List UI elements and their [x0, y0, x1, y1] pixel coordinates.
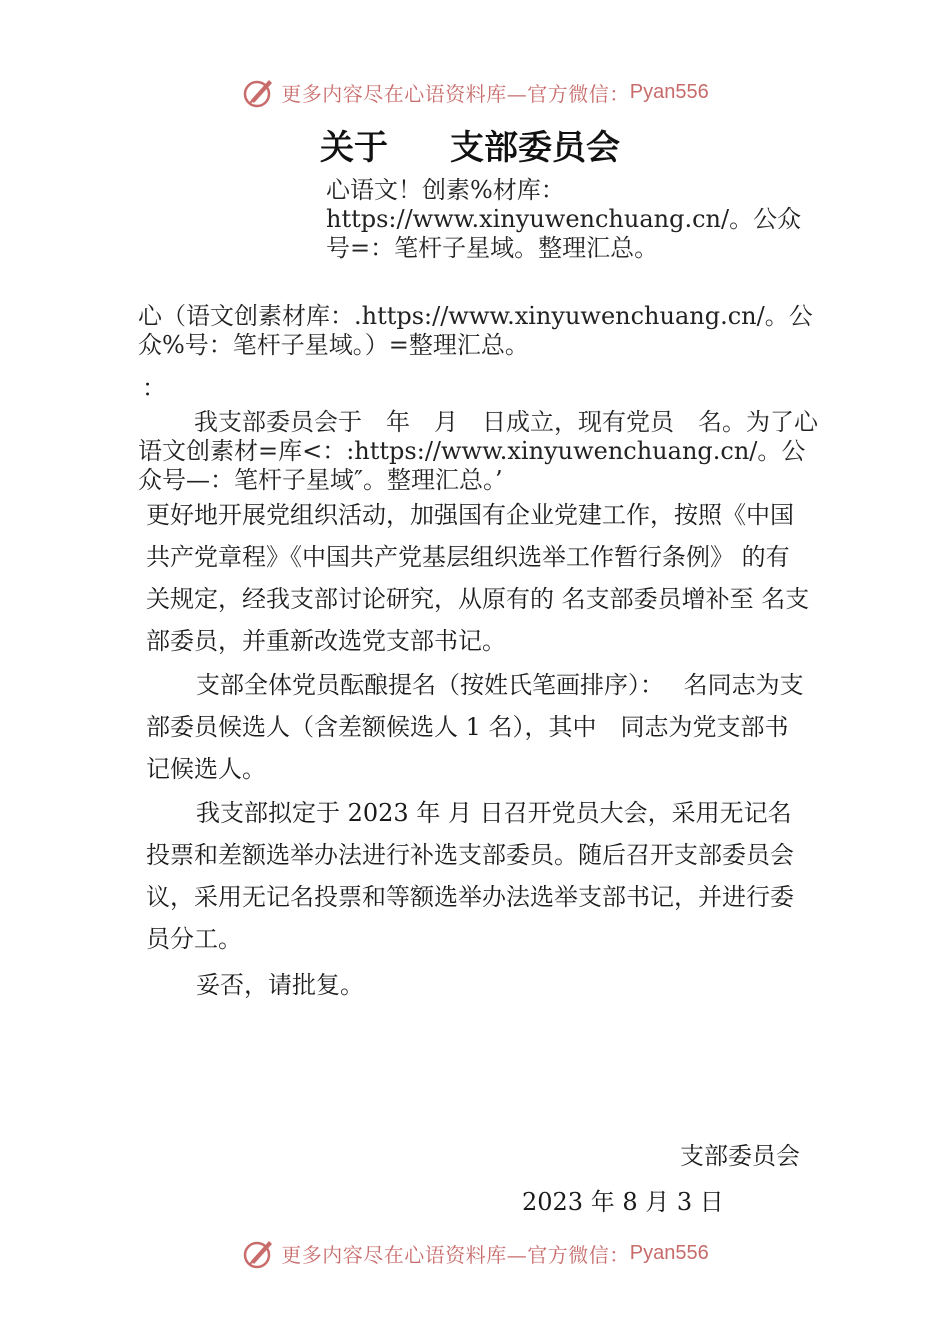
- banner-text: 更多内容尽在心语资料库—官方微信：: [281, 1242, 630, 1267]
- title-part1: 关于: [320, 128, 388, 168]
- paragraph-2-text: 支部全体党员酝酿提名（按姓氏笔画排序）： 名同志为支部委员候选人（含差额候选人 1 名），其中 同志为党支部书记候选人。: [146, 671, 804, 783]
- page-title: [320, 120, 720, 169]
- paragraph-4-text: 妥否，请批复。: [196, 971, 364, 999]
- paragraph-intro-text: 我支部委员会于 年 月 日成立，现有党员 名。为了心语文创素材=库<：:https://www.xinyuwenchuang.cn/。公众号—：笔杆子星域″。整理汇总。’: [138, 408, 818, 494]
- banner-text: 更多内容尽在心语资料库—官方微信：: [281, 81, 630, 106]
- watermark-note-1: 心语文！创素%材库：https://www.xinyuwenchuang.cn/。公众号=：笔杆子星域。整理汇总。: [326, 176, 802, 262]
- banner-handle: Pyan556: [629, 80, 709, 103]
- quill-pen-logo: [241, 74, 277, 110]
- salutation-colon: ：: [142, 374, 166, 402]
- date: 2023 年 8 月 3 日: [522, 1188, 724, 1216]
- paragraph-intro: [138, 408, 818, 495]
- top-banner: [0, 72, 950, 112]
- paragraph-2: [146, 664, 810, 790]
- paragraph-1: 更好地开展党组织活动，加强国有企业党建工作，按照《中国共产党章程》《中国共产党基层组织选举工作暂行条例》 的有关规定，经我支部讨论研究，从原有的 名支部委员增补至 名支部委员，并重新改选党支部书记。: [146, 501, 810, 655]
- bottom-banner: [0, 1233, 950, 1273]
- signature: 支部委员会: [680, 1142, 800, 1170]
- title-part2: 支部委员会: [450, 128, 620, 168]
- paragraph-4: [146, 964, 810, 1006]
- watermark-note-2: 心（语文创素材库：.https://www.xinyuwenchuang.cn/。公众%号：笔杆子星域。）=整理汇总。: [138, 302, 813, 359]
- banner-handle: Pyan556: [629, 1241, 709, 1264]
- quill-pen-logo: [241, 1235, 277, 1271]
- paragraph-3-text: 我支部拟定于 2023 年 月 日召开党员大会，采用无记名投票和差额选举办法进行补选支部委员。随后召开支部委员会议，采用无记名投票和等额选举办法选举支部书记，并进行委员分工。: [146, 799, 794, 953]
- paragraph-3: [146, 792, 810, 960]
